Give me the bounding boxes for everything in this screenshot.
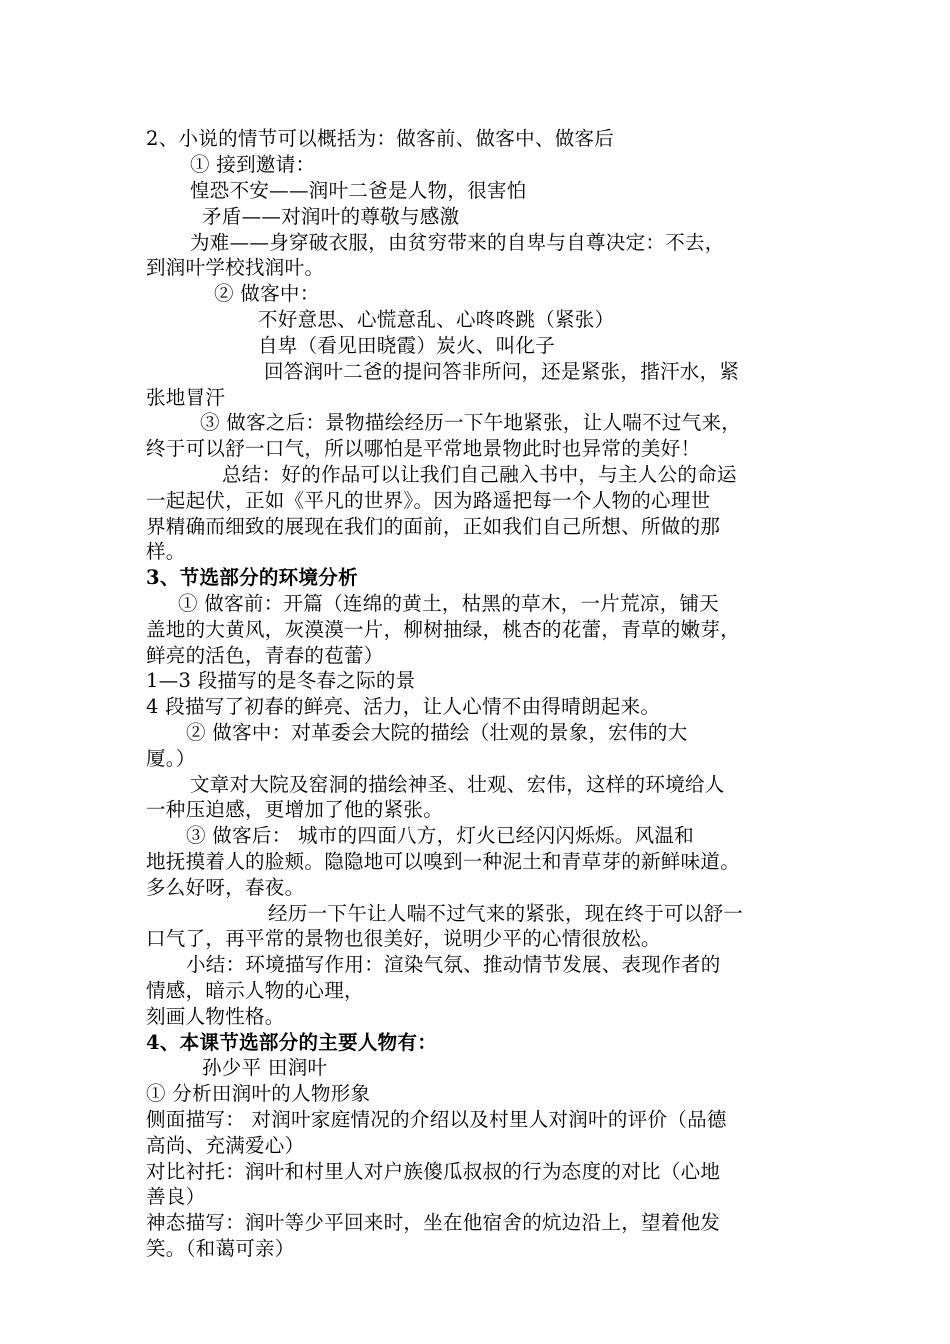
text-line: 经历一下午让人喘不过气来的紧张，现在终于可以舒一	[268, 902, 744, 925]
text-line: 鲜亮的活色，青春的苞蕾）	[146, 644, 384, 667]
text-line: 1—3 段描写的是冬春之际的景	[146, 669, 416, 692]
text-line: 终于可以舒一口气，所以哪怕是平常地景物此时也异常的美好！	[146, 437, 701, 460]
text-line: 不好意思、心慌意乱、心咚咚跳（紧张）	[258, 308, 615, 331]
text-line: 孙少平 田润叶	[202, 1056, 328, 1079]
text-line: ① 做客前：开篇（连绵的黄土，枯黑的草木，一片荒凉，铺天	[178, 592, 720, 615]
text-line: 盖地的大黄风，灰漠漠一片，柳树抽绿，桃杏的花蕾，青草的嫩芽，	[146, 618, 741, 641]
text-line: ③ 做客后： 城市的四面八方，灯火已经闪闪烁烁。风温和	[186, 824, 694, 847]
text-line: 自卑（看见田晓霞）炭火、叫化子	[258, 334, 556, 357]
text-line: 惶恐不安——润叶二爸是人物，很害怕	[190, 179, 527, 202]
text-line: 矛盾——对润叶的尊敬与感激	[202, 205, 460, 228]
text-line: 一起起伏，正如《平凡的世界》。因为路遥把每一个人物的心理世	[146, 489, 711, 512]
text-line: 界精确而细致的展现在我们的面前，正如我们自己所想、所做的那	[146, 515, 721, 538]
text-line: ③ 做客之后：景物描绘经历一下午地紧张，让人喘不过气来，	[200, 411, 742, 434]
text-line: ① 接到邀请：	[190, 153, 316, 176]
text-line: 情感，暗示人物的心理，	[146, 979, 364, 1002]
text-line: 高尚、充满爱心）	[146, 1134, 305, 1157]
text-line: 神态描写：润叶等少平回来时，坐在他宿舍的炕边沿上，望着他发	[146, 1211, 721, 1234]
text-line: 文章对大院及窑洞的描绘神圣、壮观、宏伟，这样的环境给人	[190, 773, 725, 796]
text-line: 善良）	[146, 1185, 206, 1208]
text-line: ② 做客中：对革委会大院的描绘（壮观的景象，宏伟的大	[186, 721, 688, 744]
text-line: 2、小说的情节可以概括为：做客前、做客中、做客后	[146, 127, 615, 150]
text-line: 侧面描写： 对润叶家庭情况的介绍以及村里人对润叶的评价（品德	[146, 1108, 727, 1131]
text-line: 笑。（和蔼可亲）	[146, 1237, 295, 1260]
text-line: 地抚摸着人的脸颊。隐隐地可以嗅到一种泥土和青草芽的新鲜味道。	[146, 850, 741, 873]
text-line: 刻画人物性格。	[146, 1005, 285, 1028]
text-line: 小结：环境描写作用：渲染气氛、推动情节发展、表现作者的	[186, 953, 721, 976]
text-line: 4 段描写了初春的鲜亮、活力，让人心情不由得晴朗起来。	[146, 695, 661, 718]
text-line: 回答润叶二爸的提问答非所问，还是紧张，揩汗水，紧	[264, 360, 740, 383]
section-heading: 3、节选部分的环境分析	[146, 566, 358, 589]
text-line: ① 分析田润叶的人物形象	[146, 1082, 371, 1105]
text-line: 为难——身穿破衣服，由贫穷带来的自卑与自尊决定：不去，	[190, 231, 725, 254]
section-heading: 4、本课节选部分的主要人物有：	[146, 1031, 438, 1054]
text-line: ② 做客中：	[214, 282, 320, 305]
text-line: 到润叶学校找润叶。	[146, 256, 325, 279]
text-line: 对比衬托：润叶和村里人对户族傻瓜叔叔的行为态度的对比（心地	[146, 1160, 721, 1183]
text-line: 多么好呀，春夜。	[146, 876, 305, 899]
text-line: 一种压迫感，更增加了他的紧张。	[146, 798, 444, 821]
text-line: 总结：好的作品可以让我们自己融入书中，与主人公的命运	[222, 463, 737, 486]
text-line: 张地冒汗	[146, 386, 226, 409]
text-line: 口气了，再平常的景物也很美好，说明少平的心情很放松。	[146, 927, 661, 950]
text-line: 样。	[146, 540, 186, 563]
text-line: 厦。）	[146, 747, 196, 770]
